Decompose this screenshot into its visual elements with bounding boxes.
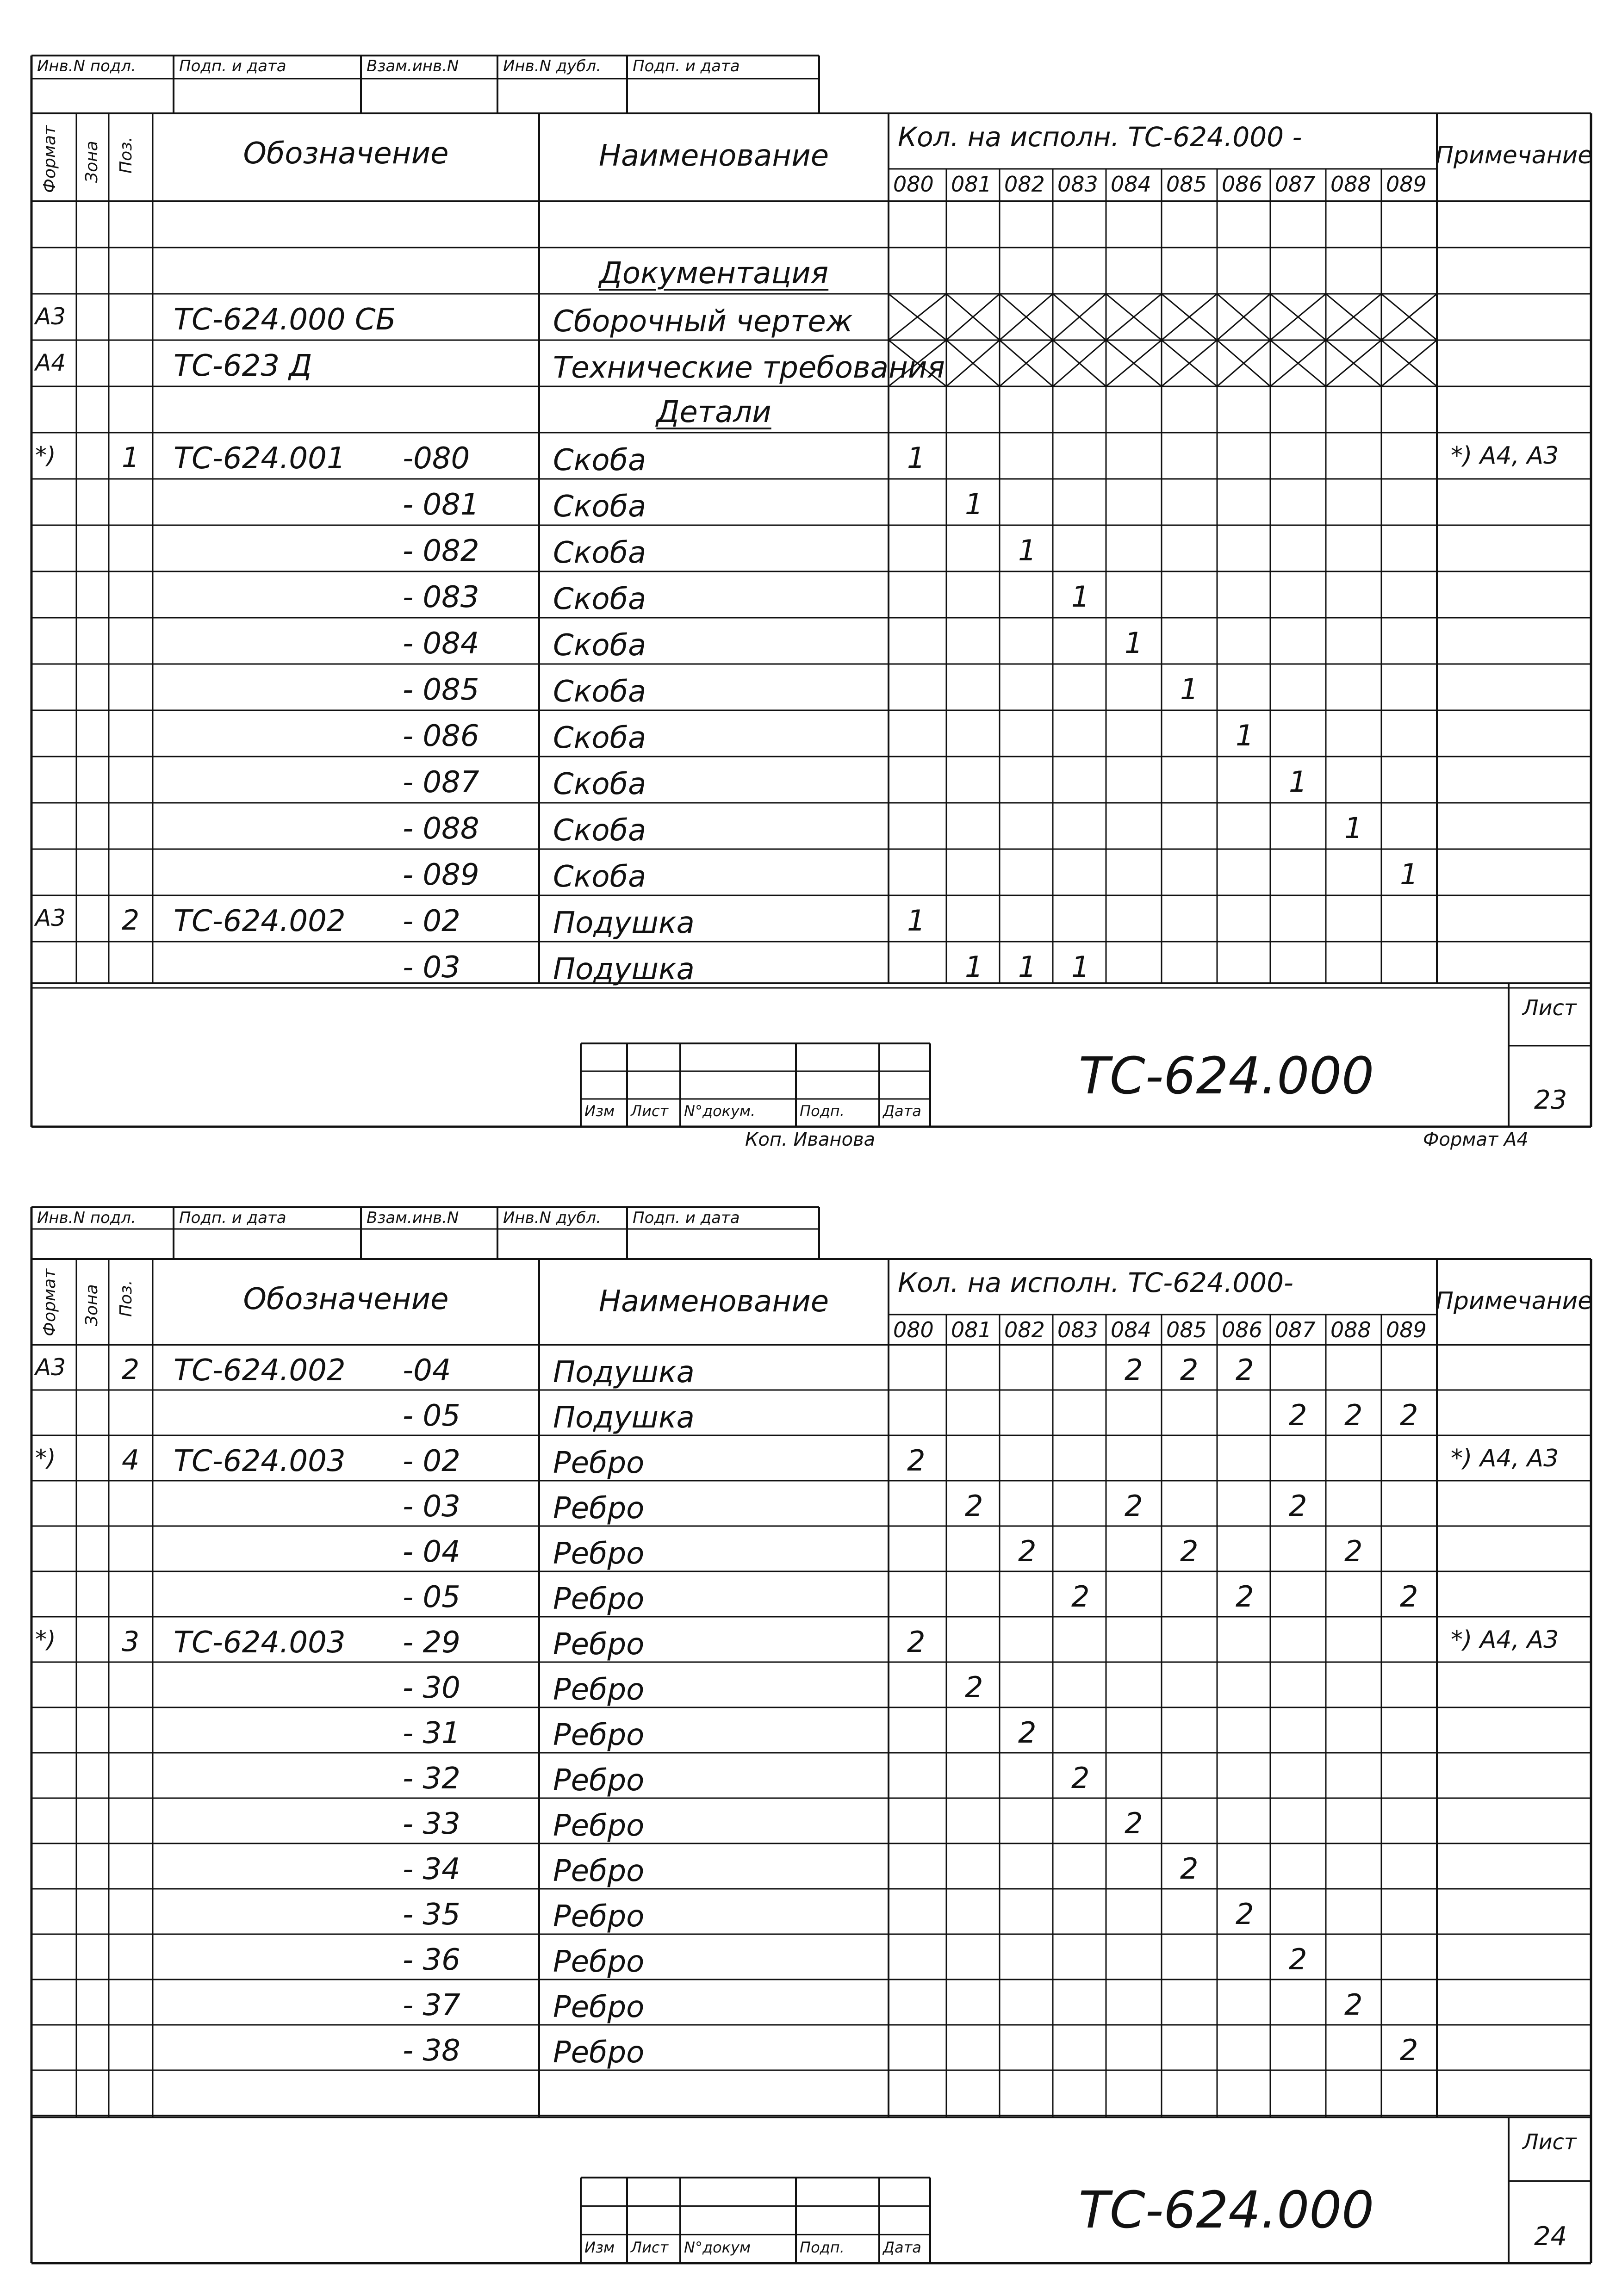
qty-cell: 1 bbox=[1236, 719, 1254, 752]
pos-cell: 2 bbox=[122, 904, 140, 937]
note-cell: *) А4, А3 bbox=[1451, 1445, 1559, 1472]
strip-label: Взам.инв.N bbox=[367, 57, 459, 75]
name-cell: Скоба bbox=[553, 767, 646, 801]
strip-label: Подп. и дата bbox=[633, 1209, 740, 1227]
designation-suffix-cell: - 37 bbox=[403, 1988, 460, 2023]
title-block-label: Изм bbox=[584, 2239, 615, 2256]
name-cell: Ребро bbox=[553, 1627, 645, 1662]
note-cell: *) А4, А3 bbox=[1451, 442, 1559, 470]
variant-header: 088 bbox=[1330, 172, 1371, 197]
qty-cell: 2 bbox=[1125, 1806, 1143, 1840]
designation-suffix-cell: - 03 bbox=[403, 1489, 460, 1524]
variant-header: 080 bbox=[893, 172, 934, 197]
designation-suffix-cell: - 05 bbox=[403, 1399, 460, 1433]
qty-cell: 2 bbox=[1018, 1716, 1037, 1750]
variant-header: 080 bbox=[893, 1317, 934, 1342]
qty-cell: 1 bbox=[1125, 626, 1143, 660]
qty-cell: 1 bbox=[1289, 765, 1307, 799]
designation-suffix-cell: - 35 bbox=[403, 1898, 460, 1932]
designation-suffix-cell: - 33 bbox=[403, 1807, 460, 1841]
designation-cell: ТС-623 Д bbox=[174, 349, 312, 383]
name-cell: Скоба bbox=[553, 490, 646, 524]
pos-header: Поз. bbox=[117, 1280, 136, 1317]
variant-header: 082 bbox=[1004, 1317, 1045, 1342]
variant-header: 089 bbox=[1386, 1317, 1427, 1342]
title-block-label: Изм bbox=[584, 1102, 615, 1120]
qty-cell: 2 bbox=[1180, 1353, 1199, 1387]
title-block-label: Лист bbox=[631, 1102, 669, 1120]
name-cell: Ребро bbox=[553, 1718, 645, 1752]
format-cell: А4 bbox=[35, 349, 66, 376]
designation-header: Обозначение bbox=[243, 1282, 449, 1316]
designation-cell: ТС-624.002 bbox=[174, 904, 346, 938]
designation-cell: ТС-624.003 bbox=[174, 1444, 346, 1478]
sheet-label: Лист bbox=[1523, 995, 1577, 1020]
name-cell: Ребро bbox=[553, 1491, 645, 1526]
name-cell: Ребро bbox=[553, 1446, 645, 1480]
sheet-label: Лист bbox=[1523, 2129, 1577, 2154]
name-cell: Ребро bbox=[553, 1763, 645, 1798]
qty-cell: 1 bbox=[907, 904, 926, 937]
name-cell: Сборочный чертеж bbox=[553, 304, 853, 339]
zone-header: Зона bbox=[82, 141, 101, 183]
designation-cell: ТС-624.003 bbox=[174, 1626, 346, 1660]
name-cell: Скоба bbox=[553, 860, 646, 894]
qty-cell: 2 bbox=[1400, 2033, 1418, 2067]
designation-suffix-cell: - 36 bbox=[403, 1943, 460, 1977]
zone-header: Зона bbox=[82, 1284, 101, 1326]
name-cell: Ребро bbox=[553, 1945, 645, 1979]
designation-suffix-cell: - 088 bbox=[403, 812, 479, 846]
qty-cell: 2 bbox=[1236, 1353, 1254, 1387]
drawing-code: ТС-624.000 bbox=[1078, 2180, 1374, 2240]
designation-suffix-cell: - 02 bbox=[403, 904, 460, 938]
designation-suffix-cell: - 087 bbox=[403, 765, 479, 800]
strip-label: Инв.N дубл. bbox=[503, 57, 601, 75]
qty-cell: 2 bbox=[1289, 1942, 1307, 1976]
qty-cell: 2 bbox=[1344, 1534, 1363, 1568]
name-cell: Ребро bbox=[553, 1899, 645, 1934]
name-cell: Подушка bbox=[553, 1355, 695, 1390]
designation-suffix-cell: - 03 bbox=[403, 950, 460, 985]
qty-cell: 2 bbox=[1125, 1489, 1143, 1523]
name-cell: Скоба bbox=[553, 675, 646, 709]
section-title: Детали bbox=[656, 395, 771, 429]
designation-suffix-cell: - 089 bbox=[403, 858, 479, 892]
name-cell: Подушка bbox=[553, 1401, 695, 1435]
note-cell: *) А4, А3 bbox=[1451, 1626, 1559, 1654]
title-block-label: N°докум. bbox=[684, 1102, 756, 1120]
variant-header: 087 bbox=[1275, 172, 1316, 197]
designation-suffix-cell: - 02 bbox=[403, 1444, 460, 1478]
note-header: Примечание bbox=[1435, 142, 1593, 169]
variant-header: 085 bbox=[1166, 172, 1207, 197]
designation-suffix-cell: - 29 bbox=[403, 1626, 460, 1660]
format-cell: *) bbox=[35, 1445, 56, 1471]
qty-cell: 2 bbox=[1125, 1353, 1143, 1387]
variant-header: 088 bbox=[1330, 1317, 1371, 1342]
designation-suffix-cell: - 32 bbox=[403, 1762, 460, 1796]
strip-label: Инв.N подл. bbox=[37, 57, 136, 75]
designation-suffix-cell: - 081 bbox=[403, 488, 479, 522]
format-header: Формат bbox=[40, 125, 59, 193]
copied-by: Коп. Иванова bbox=[745, 1129, 876, 1150]
designation-suffix-cell: - 05 bbox=[403, 1580, 460, 1614]
designation-cell: ТС-624.001 bbox=[174, 441, 346, 476]
sheet-number: 23 bbox=[1534, 1085, 1567, 1115]
designation-cell: ТС-624.000 СБ bbox=[174, 303, 396, 337]
name-cell: Ребро bbox=[553, 2035, 645, 2070]
qty-cell: 2 bbox=[1180, 1534, 1199, 1568]
variant-header: 086 bbox=[1222, 1317, 1262, 1342]
qty-cell: 2 bbox=[1344, 1398, 1363, 1432]
qty-cell: 2 bbox=[907, 1625, 926, 1659]
qty-cell: 2 bbox=[1344, 1988, 1363, 2022]
name-cell: Скоба bbox=[553, 536, 646, 570]
qty-cell: 1 bbox=[1018, 534, 1037, 567]
designation-cell: ТС-624.002 bbox=[174, 1353, 346, 1388]
name-cell: Скоба bbox=[553, 721, 646, 755]
qty-cell: 1 bbox=[1018, 950, 1037, 984]
designation-suffix-cell: - 085 bbox=[403, 673, 479, 707]
format-cell: А3 bbox=[35, 1354, 66, 1381]
name-cell: Скоба bbox=[553, 443, 646, 478]
qty-cell: 2 bbox=[965, 1670, 983, 1704]
sheet-number: 24 bbox=[1534, 2222, 1567, 2252]
variant-header: 083 bbox=[1057, 1317, 1098, 1342]
variant-header: 084 bbox=[1111, 172, 1151, 197]
name-cell: Ребро bbox=[553, 1990, 645, 2024]
qty-cell: 2 bbox=[1400, 1580, 1418, 1613]
strip-label: Подп. и дата bbox=[179, 57, 286, 75]
qty-cell: 2 bbox=[1289, 1398, 1307, 1432]
title-block-label: Подп. bbox=[800, 2239, 845, 2256]
qty-cell: 2 bbox=[1289, 1489, 1307, 1523]
qty-cell: 2 bbox=[907, 1444, 926, 1477]
pos-cell: 3 bbox=[122, 1626, 140, 1658]
qty-cell: 1 bbox=[1180, 672, 1199, 706]
qty-cell: 2 bbox=[1236, 1580, 1254, 1613]
qty-cell: 2 bbox=[1400, 1398, 1418, 1432]
designation-suffix-cell: - 083 bbox=[403, 580, 479, 614]
designation-suffix-cell: - 30 bbox=[403, 1671, 460, 1705]
name-cell: Скоба bbox=[553, 628, 646, 663]
format-cell: А3 bbox=[35, 303, 66, 330]
qty-cell: 1 bbox=[965, 950, 983, 984]
variant-header: 086 bbox=[1222, 172, 1262, 197]
qty-cell: 2 bbox=[1236, 1897, 1254, 1931]
title-block-label: Подп. bbox=[800, 1102, 845, 1120]
designation-suffix-cell: - 086 bbox=[403, 719, 479, 753]
qty-cell: 2 bbox=[1071, 1761, 1090, 1795]
qty-cell: 1 bbox=[1400, 857, 1418, 891]
pos-cell: 2 bbox=[122, 1353, 140, 1386]
qty-cell: 2 bbox=[1071, 1580, 1090, 1613]
qty-cell: 1 bbox=[1071, 580, 1090, 614]
strip-label: Инв.N дубл. bbox=[503, 1209, 601, 1227]
variant-header: 083 bbox=[1057, 172, 1098, 197]
name-cell: Ребро bbox=[553, 1537, 645, 1571]
spec-sheet-24 bbox=[0, 1148, 1622, 2296]
table-grid bbox=[0, 1148, 1622, 2296]
designation-suffix-cell: - 38 bbox=[403, 2034, 460, 2068]
strip-label: Подп. и дата bbox=[179, 1209, 286, 1227]
name-cell: Технические требования bbox=[553, 351, 945, 385]
qty-header: Кол. на исполн. ТС-624.000- bbox=[898, 1267, 1293, 1298]
designation-suffix-cell: - 04 bbox=[403, 1535, 460, 1569]
variant-header: 085 bbox=[1166, 1317, 1207, 1342]
qty-cell: 1 bbox=[965, 487, 983, 521]
pos-cell: 1 bbox=[122, 441, 140, 474]
qty-cell: 2 bbox=[965, 1489, 983, 1523]
title-block-label: N°докум bbox=[684, 2239, 751, 2256]
designation-suffix-cell: -04 bbox=[403, 1353, 451, 1388]
section-title: Документация bbox=[599, 256, 829, 291]
format-cell: А3 bbox=[35, 905, 66, 931]
name-cell: Скоба bbox=[553, 813, 646, 848]
variant-header: 087 bbox=[1275, 1317, 1316, 1342]
qty-cell: 2 bbox=[1018, 1534, 1037, 1568]
pos-cell: 4 bbox=[122, 1444, 140, 1477]
name-cell: Скоба bbox=[553, 582, 646, 616]
format-cell: *) bbox=[35, 1626, 56, 1653]
name-cell: Ребро bbox=[553, 1809, 645, 1843]
designation-suffix-cell: - 31 bbox=[403, 1716, 460, 1750]
name-cell: Подушка bbox=[553, 906, 695, 940]
name-cell: Ребро bbox=[553, 1854, 645, 1888]
designation-suffix-cell: - 084 bbox=[403, 627, 479, 661]
title-block-label: Дата bbox=[883, 1102, 921, 1120]
name-cell: Ребро bbox=[553, 1582, 645, 1616]
pos-header: Поз. bbox=[117, 137, 136, 174]
qty-header: Кол. на исполн. ТС-624.000 - bbox=[898, 121, 1302, 153]
name-cell: Ребро bbox=[553, 1673, 645, 1707]
designation-suffix-cell: - 082 bbox=[403, 534, 479, 568]
designation-header: Обозначение bbox=[243, 137, 449, 171]
qty-cell: 1 bbox=[1071, 950, 1090, 984]
variant-header: 084 bbox=[1111, 1317, 1151, 1342]
format-note: Формат А4 bbox=[1423, 1129, 1529, 1150]
strip-label: Инв.N подл. bbox=[37, 1209, 136, 1227]
qty-cell: 1 bbox=[1344, 811, 1363, 845]
variant-header: 089 bbox=[1386, 172, 1427, 197]
title-block-label: Лист bbox=[631, 2239, 669, 2256]
format-cell: *) bbox=[35, 442, 56, 469]
qty-cell: 1 bbox=[907, 441, 926, 475]
name-header: Наименование bbox=[598, 1285, 829, 1319]
designation-suffix-cell: - 34 bbox=[403, 1852, 460, 1886]
format-header: Формат bbox=[40, 1268, 59, 1336]
drawing-code: ТС-624.000 bbox=[1078, 1046, 1374, 1105]
strip-label: Подп. и дата bbox=[633, 57, 740, 75]
designation-suffix-cell: -080 bbox=[403, 441, 470, 476]
name-header: Наименование bbox=[598, 139, 829, 173]
note-header: Примечание bbox=[1435, 1287, 1593, 1315]
strip-label: Взам.инв.N bbox=[367, 1209, 459, 1227]
qty-cell: 2 bbox=[1180, 1852, 1199, 1886]
variant-header: 081 bbox=[951, 172, 992, 197]
variant-header: 081 bbox=[951, 1317, 992, 1342]
name-cell: Подушка bbox=[553, 952, 695, 987]
variant-header: 082 bbox=[1004, 172, 1045, 197]
title-block-label: Дата bbox=[883, 2239, 921, 2256]
